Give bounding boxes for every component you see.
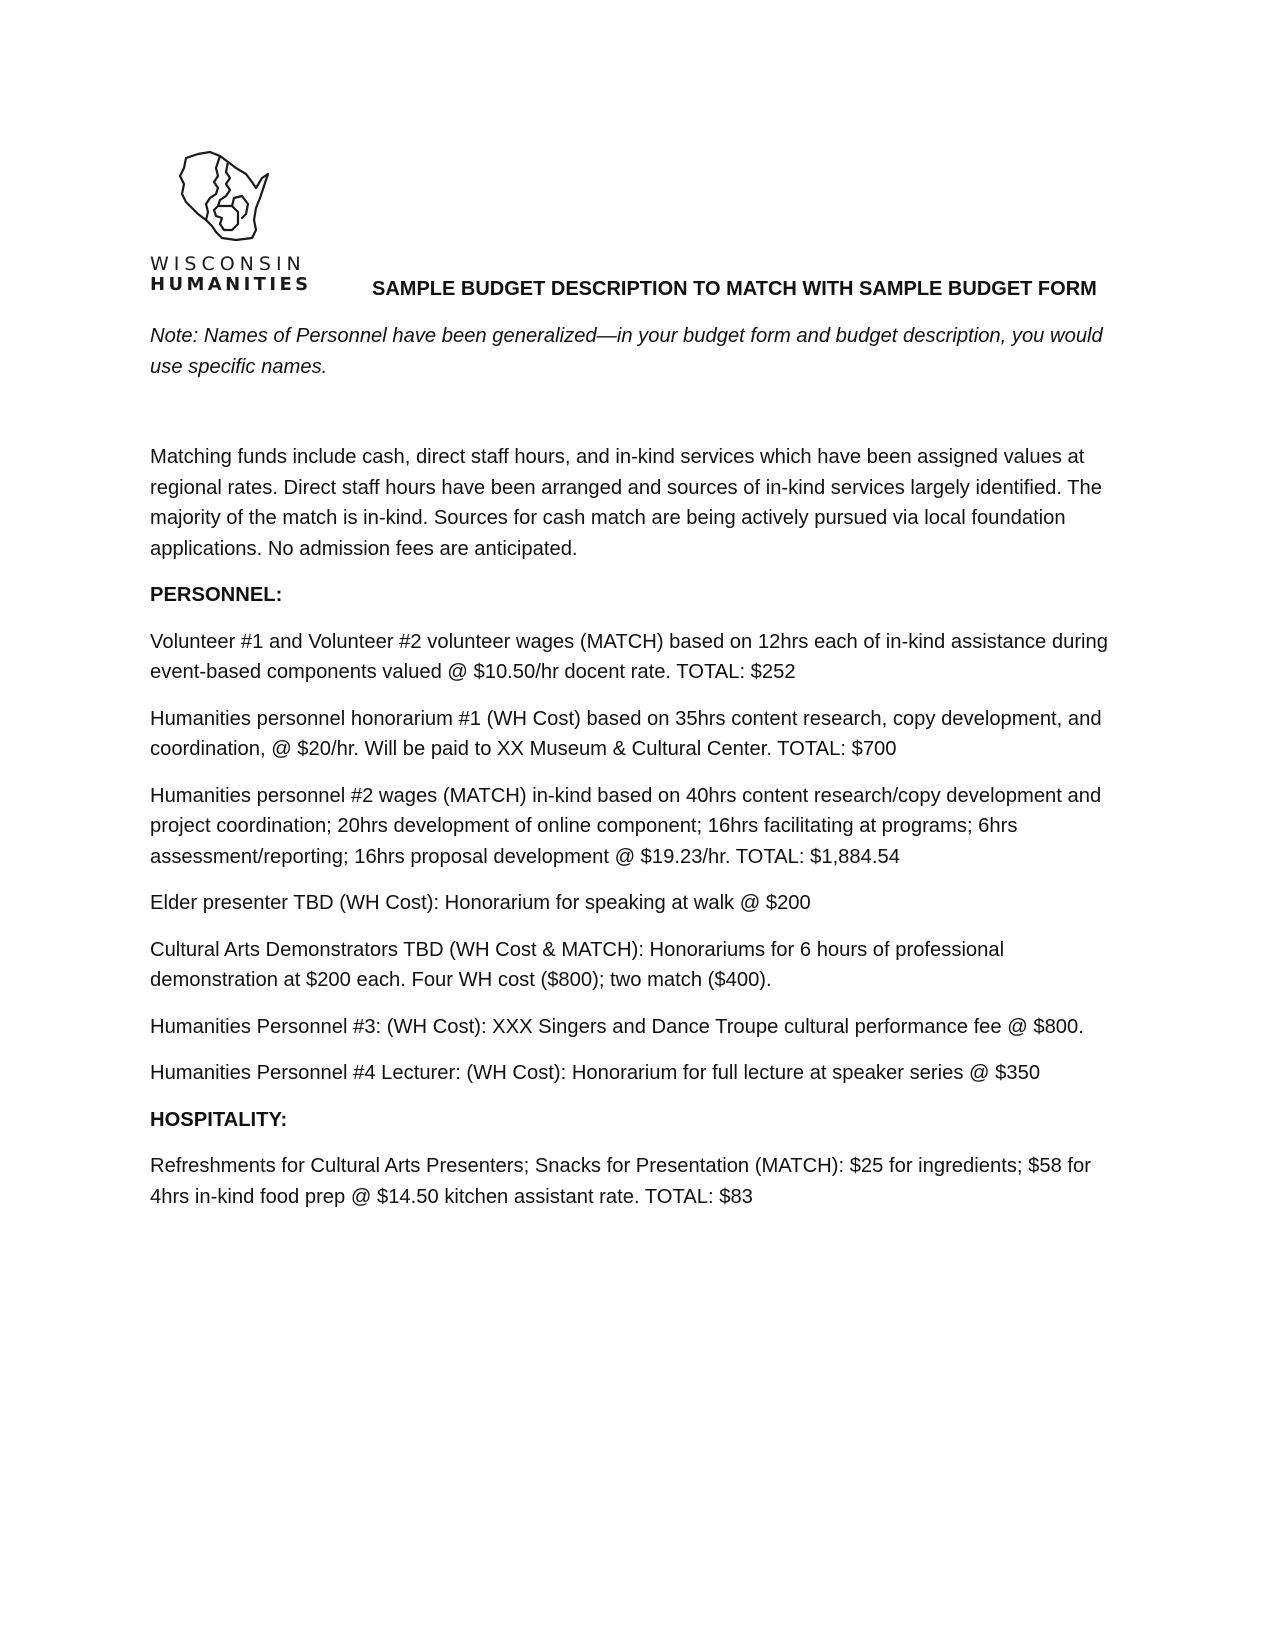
document-body (150, 321, 1135, 1228)
personnel-item: Volunteer #1 and Volunteer #2 volunteer wages (MATCH) based on 12hrs each of in-kind assistance during event-based components valued @ $10.50/hr docent rate. TOTAL: $252 (150, 630, 1108, 683)
personnel-item: Humanities Personnel #4 Lecturer: (WH Cost): Honorarium for full lecture at speaker series @ $350 (150, 1062, 1041, 1084)
personnel-item: Humanities personnel honorarium #1 (WH Cost) based on 35hrs content research, copy development, and coordination, @ $20/hr. Will be paid to XX Museum & Cultural Center. TOTAL: $700 (150, 707, 1102, 760)
personnel-item: Elder presenter TBD (WH Cost): Honorarium for speaking at walk @ $200 (150, 892, 811, 914)
wisconsin-humanities-logo (150, 148, 320, 296)
logo-wordmark-humanities: HUMANITIES (150, 274, 312, 295)
personnel-item: Humanities Personnel #3: (WH Cost): XXX Singers and Dance Troupe cultural performance fee @ $800. (150, 1015, 1084, 1038)
hospitality-heading: HOSPITALITY: (150, 1108, 288, 1131)
personnel-note: Note: Names of Personnel have been generalized—in your budget form and budget description, you would use specific names. (150, 325, 1103, 378)
document-title: SAMPLE BUDGET DESCRIPTION TO MATCH WITH SAMPLE BUDGET FORM (372, 278, 1097, 300)
matching-funds-paragraph: Matching funds include cash, direct staff hours, and in-kind services which have been assigned values at regional rates. Direct staff hours have been arranged and sources of in-kind services largely identified. The majority of the match is in-kind. Sources for cash match are being actively pursued via local foundation applications. No admission fees are anticipated. (150, 446, 1102, 560)
personnel-heading: PERSONNEL: (150, 584, 283, 606)
hospitality-item: Refreshments for Cultural Arts Presenters; Snacks for Presentation (MATCH): $25 for ingredients; $58 for 4hrs in-kind food prep @ $14.50 kitchen assistant rate. TOTAL: $83 (150, 1155, 1091, 1208)
wisconsin-map-faces-icon (176, 148, 276, 244)
logo-wordmark-wisconsin: WISCONSIN (150, 253, 306, 275)
personnel-item: Humanities personnel #2 wages (MATCH) in-kind based on 40hrs content research/copy development and project coordination; 20hrs development of online component; 16hrs facilitating at programs; 6hrs assessment/reporting; 16hrs proposal development @ $19.23/hr. TOTAL: $1,884.54 (150, 784, 1102, 868)
personnel-item: Cultural Arts Demonstrators TBD (WH Cost & MATCH): Honorariums for 6 hours of professional demonstration at $200 each. Four WH cost ($800); two match ($400). (150, 938, 1005, 991)
